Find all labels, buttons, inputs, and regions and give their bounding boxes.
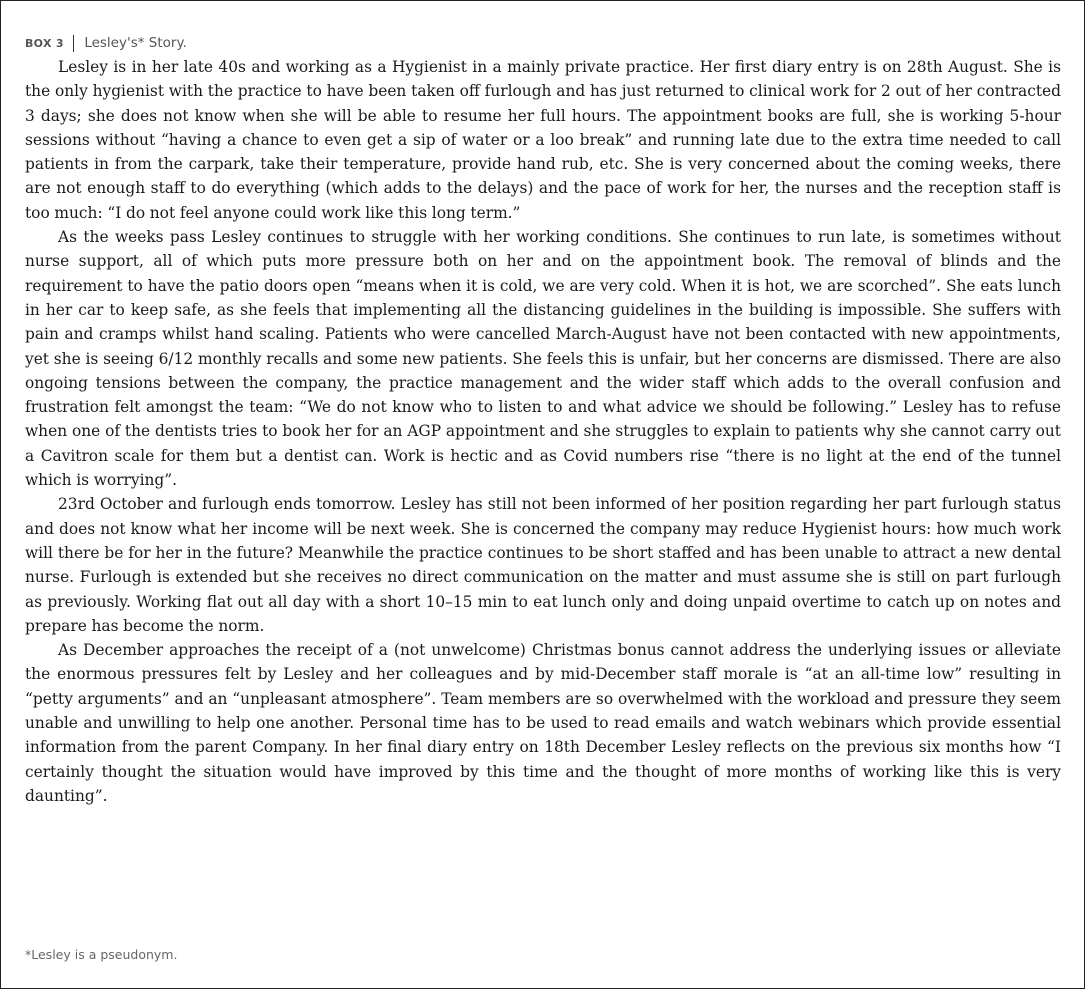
footnote: *Lesley is a pseudonym.: [25, 947, 178, 962]
story-paragraph-1: Lesley is in her late 40s and working as a Hygienist in a mainly private practice. Her first diary entry is on 28th August. She is the only hygienist with the practice to have been taken off furlough and has just returned to clinical work for 2 out of her contracted 3 days; she does not know when she will be able to resume her full hours. The appointment books are full, she is working 5-hour sessions without “having a chance to even get a sip of water or a loo break” and running late due to the extra time needed to call patients in from the carpark, take their temperature, provide hand rub, etc. She is very concerned about the coming weeks, there are not enough staff to do everything (which adds to the delays) and the pace of work for her, the nurses and the reception staff is too much: “I do not feel anyone could work like this long term.”: [25, 58, 1061, 222]
header-divider: [73, 35, 75, 52]
box-header: [25, 33, 1061, 53]
story-paragraph-2: As the weeks pass Lesley continues to struggle with her working conditions. She continues to run late, is sometimes without nurse support, all of which puts more pressure both on her and on the appointment book. The removal of blinds and the requirement to have the patio doors open “means when it is cold, we are very cold. When it is hot, we are scorched”. She eats lunch in her car to keep safe, as she feels that implementing all the distancing guidelines in the building is impossible. She suffers with pain and cramps whilst hand scaling. Patients who were cancelled March-August have not been contacted with new appointments, yet she is seeing 6/12 monthly recalls and some new patients. She feels this is unfair, but her concerns are dismissed. There are also ongoing tensions between the company, the practice management and the wider staff which adds to the overall confusion and frustration felt amongst the team: “We do not know who to listen to and what advice we should be following.” Lesley has to refuse when one of the dentists tries to book her for an AGP appointment and she struggles to explain to patients why she cannot carry out a Cavitron scale for them but a dentist can. Work is hectic and as Covid numbers rise “there is no light at the end of the tunnel which is worrying”.: [25, 228, 1061, 490]
story-paragraph-4: As December approaches the receipt of a (not unwelcome) Christmas bonus cannot address the underlying issues or alleviate the enormous pressures felt by Lesley and her colleagues and by mid-December staff morale is “at an all-time low” resulting in “petty arguments” and an “unpleasant atmosphere”. Team members are so overwhelmed with the workload and pressure they seem unable and unwilling to help one another. Personal time has to be used to read emails and watch webinars which provide essential information from the parent Company. In her final diary entry on 18th December Lesley reflects on the previous six months how “I certainly thought the situation would have improved by this time and the thought of more months of working like this is very daunting”.: [25, 641, 1061, 805]
box-title: Lesley's* Story.: [84, 35, 187, 51]
story-body: [25, 55, 1061, 808]
box-label: BOX 3: [25, 36, 64, 50]
story-paragraph-3: 23rd October and furlough ends tomorrow. Lesley has still not been informed of her position regarding her part furlough status and does not know what her income will be next week. She is concerned the company may reduce Hygienist hours: how much work will there be for her in the future? Meanwhile the practice continues to be short staffed and has been unable to attract a new dental nurse. Furlough is extended but she receives no direct communication on the matter and must assume she is still on part furlough as previously. Working flat out all day with a short 10–15 min to eat lunch only and doing unpaid overtime to catch up on notes and prepare has become the norm.: [25, 495, 1061, 635]
